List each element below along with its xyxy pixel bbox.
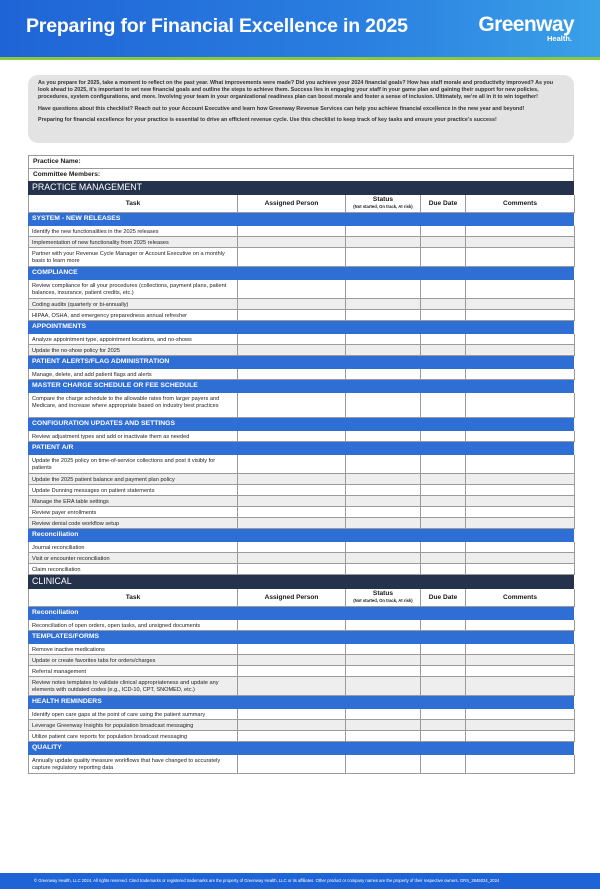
due-date-cell[interactable] <box>421 655 466 666</box>
assigned-person-cell[interactable] <box>238 485 346 496</box>
column-header-task: Task <box>29 589 238 607</box>
status-cell[interactable] <box>346 553 421 564</box>
status-cell[interactable] <box>346 496 421 507</box>
comments-cell[interactable] <box>466 755 575 774</box>
column-header-task: Task <box>29 195 238 213</box>
assigned-person-cell[interactable] <box>238 393 346 418</box>
due-date-cell[interactable] <box>421 237 466 248</box>
due-date-cell[interactable] <box>421 677 466 696</box>
status-cell[interactable] <box>346 731 421 742</box>
column-header-row <box>28 195 574 213</box>
assigned-person-cell[interactable] <box>238 496 346 507</box>
status-cell[interactable] <box>346 393 421 418</box>
subsection-header: MASTER CHARGE SCHEDULE OR FEE SCHEDULE <box>28 380 574 393</box>
due-date-cell[interactable] <box>421 280 466 299</box>
due-date-cell[interactable] <box>421 542 466 553</box>
assigned-person-cell[interactable] <box>238 564 346 575</box>
comments-cell[interactable] <box>466 518 575 529</box>
status-cell[interactable] <box>346 334 421 345</box>
checklist-form <box>28 155 574 774</box>
status-label: Status <box>372 196 394 203</box>
assigned-person-cell[interactable] <box>238 474 346 485</box>
task-cell: Leverage Greenway Insights for population broadcast messaging <box>29 720 238 731</box>
task-row <box>28 507 574 518</box>
comments-cell[interactable] <box>466 655 575 666</box>
task-row <box>28 310 574 321</box>
greenway-logo <box>478 15 574 43</box>
task-row <box>28 542 574 553</box>
task-row <box>28 226 574 237</box>
committee-members-field[interactable]: Committee Members: <box>28 168 574 181</box>
comments-cell[interactable] <box>466 474 575 485</box>
due-date-cell[interactable] <box>421 518 466 529</box>
assigned-person-cell[interactable] <box>238 310 346 321</box>
intro-paragraph: Preparing for financial excellence for your practice is essential to drive an efficient revenue cycle. Use this checklist to keep track of key tasks and ensure your practice's success! <box>38 116 497 123</box>
due-date-cell[interactable] <box>421 310 466 321</box>
task-row <box>28 620 574 631</box>
task-cell: Partner with your Revenue Cycle Manager or Account Executive on a monthly basis to learn more <box>29 248 238 267</box>
task-cell: Update the no-show policy for 2025 <box>29 345 238 356</box>
comments-cell[interactable] <box>466 248 575 267</box>
status-cell[interactable] <box>346 485 421 496</box>
status-cell[interactable] <box>346 507 421 518</box>
task-row <box>28 496 574 507</box>
task-cell: Visit or encounter reconciliation <box>29 553 238 564</box>
assigned-person-cell[interactable] <box>238 731 346 742</box>
subsection-header: SYSTEM - NEW RELEASES <box>28 213 574 226</box>
status-cell[interactable] <box>346 237 421 248</box>
task-row <box>28 280 574 299</box>
page-header <box>0 0 600 57</box>
due-date-cell[interactable] <box>421 369 466 380</box>
task-cell: Compare the charge schedule to the allowable rates from larger payers and Medicare, and increase where appropriate based on industry best practices <box>29 393 238 418</box>
status-cell[interactable] <box>346 655 421 666</box>
comments-cell[interactable] <box>466 553 575 564</box>
task-row <box>28 431 574 442</box>
due-date-cell[interactable] <box>421 299 466 310</box>
comments-cell[interactable] <box>466 677 575 696</box>
status-cell[interactable] <box>346 720 421 731</box>
column-header-due-date: Due Date <box>421 589 466 607</box>
status-cell[interactable] <box>346 226 421 237</box>
subsection-header: Reconciliation <box>28 529 574 542</box>
subsection-header: PATIENT ALERTS/FLAG ADMINISTRATION <box>28 356 574 369</box>
task-cell: Annually update quality measure workflows that have changed to accurately capture regulatory reporting data <box>29 755 238 774</box>
subsection-header: COMPLIANCE <box>28 267 574 280</box>
task-row <box>28 553 574 564</box>
assigned-person-cell[interactable] <box>238 345 346 356</box>
task-row <box>28 644 574 655</box>
column-header-due-date: Due Date <box>421 195 466 213</box>
task-row <box>28 666 574 677</box>
task-cell: Review adjustment types and add or inactivate them as needed <box>29 431 238 442</box>
section-header: CLINICAL <box>28 575 574 589</box>
assigned-person-cell[interactable] <box>238 334 346 345</box>
assigned-person-cell[interactable] <box>238 507 346 518</box>
task-row <box>28 369 574 380</box>
assigned-person-cell[interactable] <box>238 431 346 442</box>
practice-name-field[interactable]: Practice Name: <box>28 155 574 168</box>
status-cell[interactable] <box>346 431 421 442</box>
subsection-header: Reconciliation <box>28 607 574 620</box>
due-date-cell[interactable] <box>421 485 466 496</box>
task-cell: Claim reconciliation <box>29 564 238 575</box>
task-cell: Update the 2025 policy on time-of-service collections and post it visibly for patients <box>29 455 238 474</box>
subsection-header: CONFIGURATION UPDATES AND SETTINGS <box>28 418 574 431</box>
task-row <box>28 237 574 248</box>
status-note: (Not started, On track, At risk) <box>353 597 413 603</box>
task-row <box>28 474 574 485</box>
assigned-person-cell[interactable] <box>238 280 346 299</box>
comments-cell[interactable] <box>466 564 575 575</box>
comments-cell[interactable] <box>466 237 575 248</box>
page-title: Preparing for Financial Excellence in 2025 <box>26 15 408 37</box>
task-cell: Reconciliation of open orders, open tasks, and unsigned documents <box>29 620 238 631</box>
assigned-person-cell[interactable] <box>238 237 346 248</box>
status-cell[interactable] <box>346 620 421 631</box>
task-row <box>28 755 574 774</box>
status-note: (Not started, On track, At risk) <box>353 203 413 209</box>
due-date-cell[interactable] <box>421 507 466 518</box>
status-cell[interactable] <box>346 709 421 720</box>
due-date-cell[interactable] <box>421 393 466 418</box>
comments-cell[interactable] <box>466 644 575 655</box>
subsection-header: PATIENT A/R <box>28 442 574 455</box>
comments-cell[interactable] <box>466 280 575 299</box>
task-row <box>28 518 574 529</box>
subsection-header: QUALITY <box>28 742 574 755</box>
due-date-cell[interactable] <box>421 226 466 237</box>
status-cell[interactable] <box>346 345 421 356</box>
due-date-cell[interactable] <box>421 431 466 442</box>
comments-cell[interactable] <box>466 496 575 507</box>
assigned-person-cell[interactable] <box>238 299 346 310</box>
task-cell: Update or create favorites tabs for orders/charges <box>29 655 238 666</box>
subsection-header: TEMPLATES/FORMS <box>28 631 574 644</box>
task-row <box>28 655 574 666</box>
comments-cell[interactable] <box>466 731 575 742</box>
task-cell: Utilize patient care reports for population broadcast messaging <box>29 731 238 742</box>
comments-cell[interactable] <box>466 455 575 474</box>
task-row <box>28 345 574 356</box>
assigned-person-cell[interactable] <box>238 369 346 380</box>
assigned-person-cell[interactable] <box>238 226 346 237</box>
due-date-cell[interactable] <box>421 720 466 731</box>
task-cell: Identify the new functionalities in the 2025 releases <box>29 226 238 237</box>
comments-cell[interactable] <box>466 720 575 731</box>
task-row <box>28 677 574 696</box>
task-row <box>28 393 574 418</box>
task-row <box>28 709 574 720</box>
due-date-cell[interactable] <box>421 644 466 655</box>
task-cell: Remove inactive medications <box>29 644 238 655</box>
comments-cell[interactable] <box>466 345 575 356</box>
task-row <box>28 720 574 731</box>
page-footer: © Greenway Health, LLC 2024. All rights reserved. Cited trademarks or registered trademarks are the property of Greenway Health, LLC or its affiliates. Other product or company names are the property of their respective owners. GRS_2845024_2024 <box>0 873 600 889</box>
due-date-cell[interactable] <box>421 666 466 677</box>
subsection-header: HEALTH REMINDERS <box>28 696 574 709</box>
task-row <box>28 334 574 345</box>
comments-cell[interactable] <box>466 393 575 418</box>
comments-cell[interactable] <box>466 299 575 310</box>
task-cell: Update Dunning messages on patient statements <box>29 485 238 496</box>
intro-paragraph: Have questions about this checklist? Reach out to your Account Executive and learn how Greenway Revenue Services can help you achieve financial excellence in the new year and beyond! <box>38 105 525 112</box>
status-cell[interactable] <box>346 455 421 474</box>
assigned-person-cell[interactable] <box>238 666 346 677</box>
assigned-person-cell[interactable] <box>238 644 346 655</box>
status-cell[interactable] <box>346 474 421 485</box>
status-cell[interactable] <box>346 369 421 380</box>
column-header-status <box>346 589 421 607</box>
logo-wordmark: Greenway <box>478 13 574 36</box>
comments-cell[interactable] <box>466 709 575 720</box>
task-cell: Analyze appointment type, appointment locations, and no-shows <box>29 334 238 345</box>
comments-cell[interactable] <box>466 226 575 237</box>
assigned-person-cell[interactable] <box>238 709 346 720</box>
task-cell: Implementation of new functionality from 2025 releases <box>29 237 238 248</box>
task-row <box>28 485 574 496</box>
assigned-person-cell[interactable] <box>238 248 346 267</box>
assigned-person-cell[interactable] <box>238 720 346 731</box>
task-row <box>28 564 574 575</box>
column-header-status <box>346 195 421 213</box>
comments-cell[interactable] <box>466 542 575 553</box>
status-cell[interactable] <box>346 280 421 299</box>
assigned-person-cell[interactable] <box>238 455 346 474</box>
assigned-person-cell[interactable] <box>238 553 346 564</box>
due-date-cell[interactable] <box>421 564 466 575</box>
column-header-comments: Comments <box>466 195 575 213</box>
due-date-cell[interactable] <box>421 474 466 485</box>
task-cell: Referral management <box>29 666 238 677</box>
logo-subtitle: Health. <box>546 34 572 43</box>
comments-cell[interactable] <box>466 666 575 677</box>
status-cell[interactable] <box>346 310 421 321</box>
comments-cell[interactable] <box>466 507 575 518</box>
task-cell: Update the 2025 patient balance and payment plan policy <box>29 474 238 485</box>
header-accent-bar <box>0 57 600 60</box>
task-cell: Manage, delete, and add patient flags and alerts <box>29 369 238 380</box>
task-cell: Manage the ERA table settings <box>29 496 238 507</box>
comments-cell[interactable] <box>466 310 575 321</box>
task-cell: Coding audits (quarterly or bi-annually) <box>29 299 238 310</box>
status-cell[interactable] <box>346 248 421 267</box>
task-cell: HIPAA, OSHA, and emergency preparedness annual refresher <box>29 310 238 321</box>
task-cell: Review denial code workflow setup <box>29 518 238 529</box>
due-date-cell[interactable] <box>421 709 466 720</box>
task-row <box>28 299 574 310</box>
assigned-person-cell[interactable] <box>238 755 346 774</box>
comments-cell[interactable] <box>466 334 575 345</box>
assigned-person-cell[interactable] <box>238 655 346 666</box>
due-date-cell[interactable] <box>421 620 466 631</box>
assigned-person-cell[interactable] <box>238 518 346 529</box>
due-date-cell[interactable] <box>421 455 466 474</box>
task-cell: Identify open care gaps at the point of care using the patient summary <box>29 709 238 720</box>
due-date-cell[interactable] <box>421 755 466 774</box>
column-header-assigned: Assigned Person <box>238 589 346 607</box>
assigned-person-cell[interactable] <box>238 542 346 553</box>
status-cell[interactable] <box>346 542 421 553</box>
due-date-cell[interactable] <box>421 248 466 267</box>
subsection-header: APPOINTMENTS <box>28 321 574 334</box>
status-label: Status <box>372 590 394 597</box>
comments-cell[interactable] <box>466 431 575 442</box>
status-cell[interactable] <box>346 677 421 696</box>
due-date-cell[interactable] <box>421 553 466 564</box>
task-cell: Review notes templates to validate clinical appropriateness and update any elements with outdated codes (e.g., ICD-10, CPT, SNOMED, etc.) <box>29 677 238 696</box>
column-header-assigned: Assigned Person <box>238 195 346 213</box>
intro-box <box>28 75 574 143</box>
column-header-comments: Comments <box>466 589 575 607</box>
due-date-cell[interactable] <box>421 496 466 507</box>
status-cell[interactable] <box>346 564 421 575</box>
task-row <box>28 455 574 474</box>
intro-paragraph: As you prepare for 2025, take a moment to reflect on the past year. What improvements were made? Did you achieve your 2024 financial goals? How has staff morale and productivity improved? As you look ahead to 2025, it's important to set new financial goals and outline the steps to achieve them. Success lies in engaging your staff in your game plan and gaining their support for new policies, procedures, system configurations, and more. Involving your team in your organizational readiness plan can boost morale and foster a sense of inclusion. Ultimately, we're all in it to win together! <box>38 80 554 101</box>
status-cell[interactable] <box>346 299 421 310</box>
task-row <box>28 731 574 742</box>
status-cell[interactable] <box>346 666 421 677</box>
assigned-person-cell[interactable] <box>238 620 346 631</box>
status-cell[interactable] <box>346 755 421 774</box>
section-header: PRACTICE MANAGEMENT <box>28 181 574 195</box>
due-date-cell[interactable] <box>421 345 466 356</box>
comments-cell[interactable] <box>466 620 575 631</box>
column-header-row <box>28 589 574 607</box>
task-row <box>28 248 574 267</box>
comments-cell[interactable] <box>466 369 575 380</box>
task-cell: Journal reconciliation <box>29 542 238 553</box>
status-cell[interactable] <box>346 518 421 529</box>
due-date-cell[interactable] <box>421 334 466 345</box>
assigned-person-cell[interactable] <box>238 677 346 696</box>
task-cell: Review compliance for all your procedures (collections, payment plans, patient balances, insurance, patient credits, etc.) <box>29 280 238 299</box>
due-date-cell[interactable] <box>421 731 466 742</box>
task-cell: Review payer enrollments <box>29 507 238 518</box>
status-cell[interactable] <box>346 644 421 655</box>
comments-cell[interactable] <box>466 485 575 496</box>
